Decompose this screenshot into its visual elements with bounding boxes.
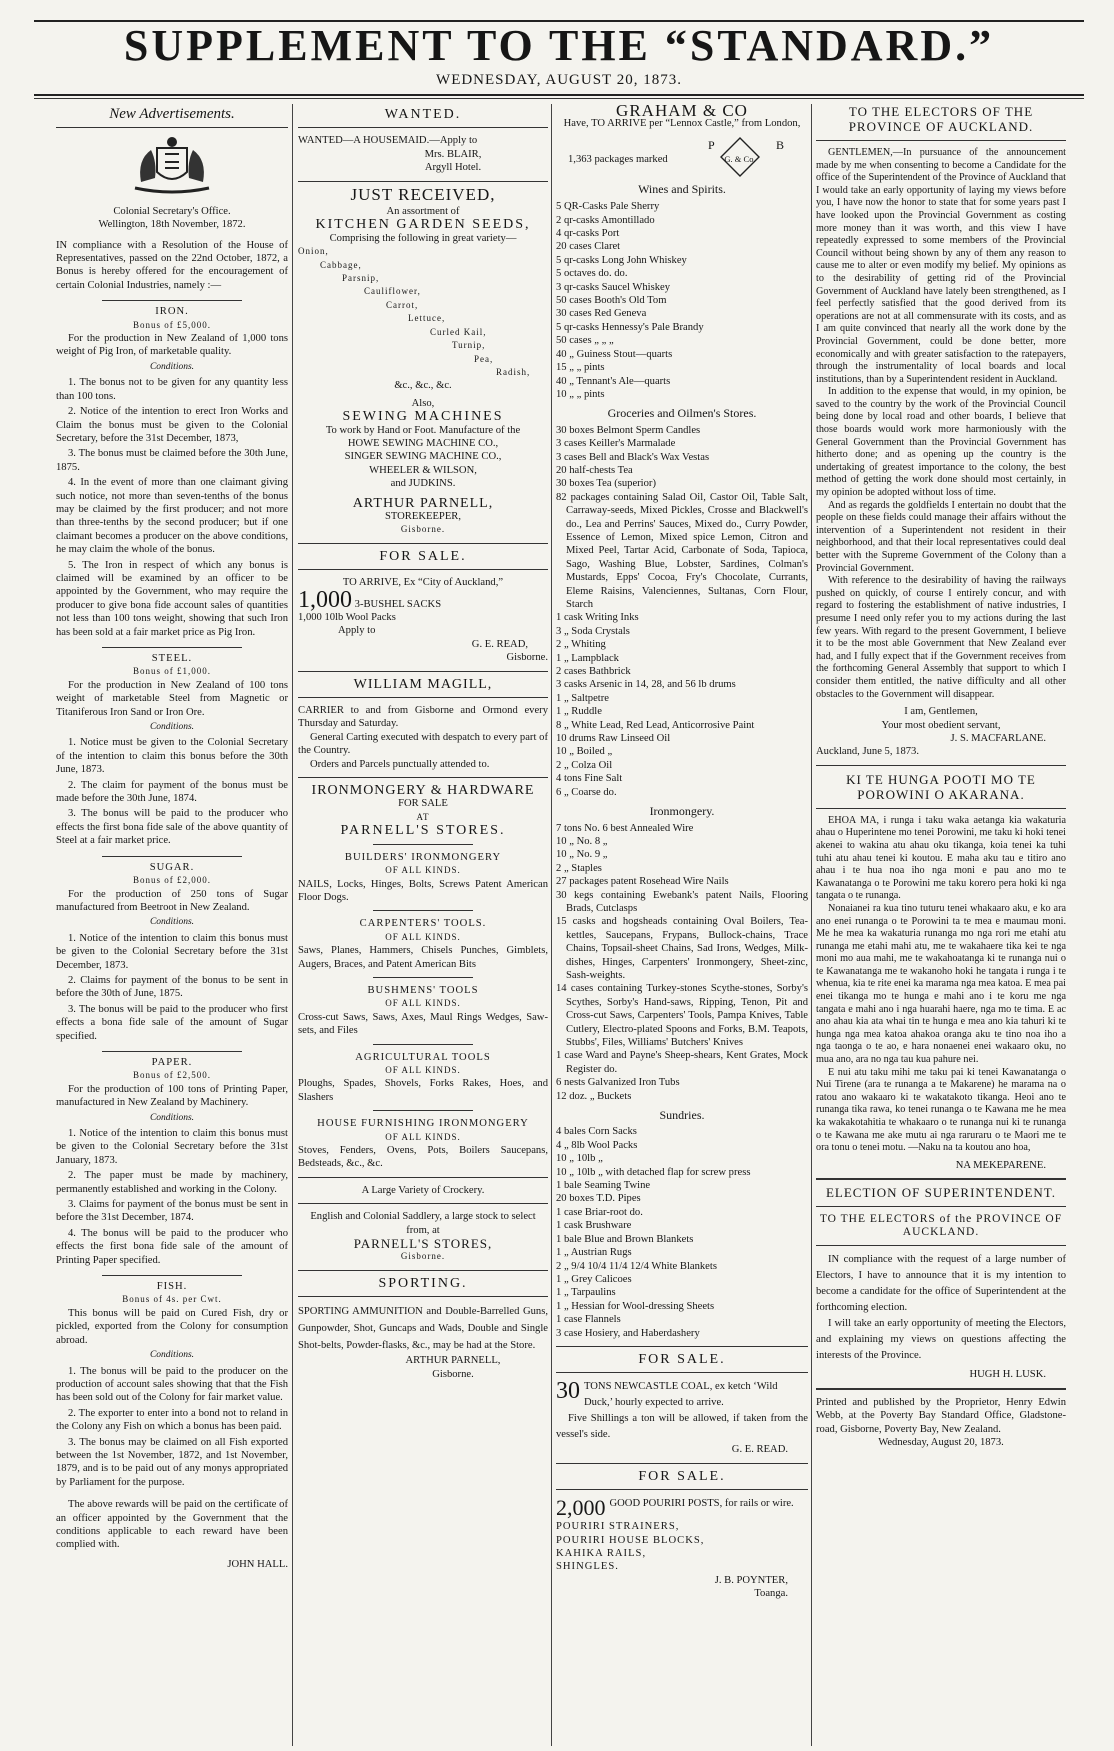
bonus-title: STEEL. <box>151 653 193 664</box>
intro-text: IN compliance with a Resolution of the House of Representatives, passed on the 22nd October, 1872, a Bonus is hereby offered for the encouragement of certain Colonial Industries, namely :— <box>56 239 288 291</box>
list-item: 3 cases Bell and Black's Wax Vestas <box>556 451 710 463</box>
group-rule <box>373 977 473 978</box>
maori-title: KI TE HUNGA POOTI MO TE POROWINI O AKARANA. <box>846 771 1036 802</box>
list-item: 5 QR-Casks Pale Sherry <box>556 201 660 213</box>
condition-item: 1. Notice of the intention to claim this bonus must be given to the Colonial Secretary before the 31st January, 1873. <box>56 1128 288 1166</box>
mark-right: B <box>776 137 785 152</box>
letter-paragraph: EHOA MA, i runga i taku waka aetanga kia wakaturia ahau o Huperintene mo tenei Porowini, me taku ki hoki tenei akenei to wakina atu ahau oku tikanga, koia tenei ka tuhi tuhi atu ahau tenei ki koutou. E maha aku tau e titiro ano ahau i te hua noa iho nga moni e pau ano mo te Kawanatanga o te Porowini me taku korero pera hoki ki nga tangata o te runanga. <box>816 814 1066 902</box>
grocery-title: Groceries and Oilmen's Stores. <box>607 406 757 421</box>
header-rule-thin <box>34 98 1084 99</box>
bonus-sections <box>56 300 288 1489</box>
posts-item: POURIRI STRAINERS, <box>556 1521 680 1533</box>
list-item: 27 packages patent Rosehead Wire Nails <box>556 876 729 888</box>
iron-list <box>556 822 808 1104</box>
letter-paragraph: GENTLEMEN,—In pursuance of the announcement made by me when consenting to become a Candidate for the office of the Superintendent of the Province of Auckland that I would take an early opportunity of laying my views before you, I have now the honor to state that for some years past I have looked upon the Provincial Government as costing more money than it was worth, and this view I have repeatedly expressed to some members of the Provincial Council without being shown by any of them any reason to cause me to alter or even modify my belief. My opinions as to the desirability of getting rid of the Provincial Government of Auckland have lately been strengthened, as I feel perfectly satisfied that the good derived from its operations are not at all commensurate with its costs, and as I am quite convinced that nearly all the work done by the Provincial Government, could be done better, more economically and with greater satisfaction to the ratepayers, through the instrumentality of local boards and local institutions, than by a Superintendent resident in Auckland. <box>816 147 1066 385</box>
list-item: 12 doz. „ Buckets <box>556 1090 632 1102</box>
coal-title: FOR SALE. <box>638 1351 726 1367</box>
imprint-date: Wednesday, August 20, 1873. <box>878 1437 1004 1449</box>
section-rule <box>102 1275 241 1276</box>
list-item: 50 cases „ „ „ <box>556 335 614 347</box>
bonus-title: PAPER. <box>151 1056 193 1068</box>
forsale-item: 3-BUSHEL SACKS <box>354 598 442 610</box>
hardware-at: AT <box>416 811 430 822</box>
column-divider <box>811 104 812 1746</box>
merchant-name: ARTHUR PARNELL, <box>352 495 494 511</box>
posts-item: SHINGLES. <box>556 1561 619 1573</box>
packages-label: 1,363 packages marked <box>568 153 668 165</box>
list-item: 40 „ Guiness Stout—quarts <box>556 348 673 360</box>
list-item: 4 bales Corn Sacks <box>556 1126 637 1138</box>
makers-list <box>298 437 548 491</box>
group-kinds: OF ALL KINDS. <box>385 1064 461 1075</box>
group-text: Stoves, Fenders, Ovens, Pots, Boilers Saucepans, Bedsteads, &c., &c. <box>298 1145 548 1170</box>
seed-item: Turnip, <box>452 340 486 351</box>
electors-title: TO THE ELECTORS OF THE PROVINCE OF AUCKLAND. <box>848 104 1034 134</box>
letter-paragraph: IN compliance with the request of a large number of Electors, I have to announce that it is my intention to become a candidate for the office of Superintendent at the forthcoming election. <box>816 1254 1066 1314</box>
bonus-title: SUGAR. <box>149 861 195 873</box>
list-item: 10 „ No. 9 „ <box>556 849 608 861</box>
closing-2: Your most obedient servant, <box>881 719 1001 731</box>
section-rule <box>102 647 241 648</box>
sundries-title: Sundries. <box>659 1108 705 1123</box>
bonus-desc: For the production in New Zealand of 1,000 tons weight of Pig Iron, of marketable quality. <box>56 333 288 358</box>
group-name: AGRICULTURAL TOOLS <box>355 1051 491 1063</box>
condition-item: 4. In the event of more than one claimant giving such notice, not more than seven-tenths of the bonus may be claimed by the first producer; and not more than three-tenths by the second producer; but if one claimant becomes a producer on the above conditions, he may claim the whole of the bonus. <box>56 477 288 556</box>
bonus-desc: For the production of 100 tons of Printing Paper, manufactured in New Zealand by Machinery. <box>56 1083 288 1109</box>
bonus-title: FISH. <box>156 1281 188 1293</box>
list-item: 15 „ „ pints <box>556 362 605 374</box>
seeds-also: Also, <box>411 397 435 409</box>
posts-title: FOR SALE. <box>638 1468 726 1484</box>
list-item: 1 „ Hessian for Wool-dressing Sheets <box>556 1300 715 1312</box>
list-item: 5 qr-casks Hennessy's Pale Brandy <box>556 321 704 333</box>
seed-item: Radish, <box>496 366 531 377</box>
iron-title: Ironmongery. <box>649 804 715 819</box>
masthead-title: SUPPLEMENT TO THE “STANDARD.” <box>34 20 1084 70</box>
bonus-amount: Bonus of 4s. per Cwt. <box>122 1294 222 1305</box>
list-item: 82 packages containing Salad Oil, Castor Oil, Table Salt, Carraway-seeds, Mixed Pickles, Crosse and Blackwell's do., Lea and Perrins' Sauces, Mixed do., Curry Powder, Essence of Lemon, Mixed spice Lemon, Citron and Mixed Peel, Tartar Acid, Carbonate of Soda, Tapioca, Sago, Washing Blue, Lobster, Sardines, Colman's Mustards, Epps' Cocoa, Fry's Chocolate, Currants, Eleme Raisins, Valenciennes, Sultanas, Corn Flour, Starch <box>556 491 808 610</box>
list-item: 2 „ Staples <box>556 862 602 874</box>
wines-title: Wines and Spirits. <box>638 181 726 196</box>
condition-item: 3. The bonus will be paid to the producer who first effects a bona fide sale of the amount of Sugar specified. <box>56 1003 288 1042</box>
hardware-forsale: FOR SALE <box>398 798 448 810</box>
group-kinds: OF ALL KINDS. <box>385 865 461 876</box>
list-item: 10 „ 10lb „ <box>556 1153 603 1165</box>
coal-name: G. E. READ. <box>731 1444 788 1456</box>
sewing-desc: To work by Hand or Foot. Manufacture of the <box>325 424 521 436</box>
group-kinds: OF ALL KINDS. <box>385 931 461 942</box>
section-rule <box>102 1051 241 1052</box>
group-text: Saws, Planes, Hammers, Chisels Punches, Gimblets, Augers, Braces, and Patent American Bits <box>298 945 548 970</box>
list-item: 30 kegs containing Ewebank's patent Nails, Flooring Brads, Cutclasps <box>556 889 808 914</box>
group-text: Ploughs, Spades, Shovels, Forks Rakes, Hoes, and Slashers <box>298 1078 548 1103</box>
seed-item: Parsnip, <box>342 273 380 284</box>
list-item: 1 case Flannels <box>556 1314 621 1326</box>
group-rule <box>373 910 473 911</box>
letter-paragraph: And as regards the goldfields I entertain no doubt that the people on these fields could manage their affairs without the intervention of a Superintendent not resident in their neighborhood, and that their local representatives could deal better with the Supreme Government of the Colony than a Provincial Government. <box>816 499 1066 574</box>
list-item: 1 bale Seaming Twine <box>556 1180 651 1192</box>
condition-item: 1. Notice must be given to the Colonial Secretary of the intention to claim this bonus before the 30th June, 1873. <box>56 737 288 776</box>
list-item: 2 „ Whiting <box>556 639 606 651</box>
list-item: 1 „ Grey Calicoes <box>556 1273 632 1285</box>
maori-signer: NA MEKEPARENE. <box>955 1159 1046 1171</box>
bonus-amount: Bonus of £5,000. <box>132 319 211 330</box>
group-rule <box>373 1110 473 1111</box>
list-item: 20 cases Claret <box>556 241 621 253</box>
sporting-town: Gisborne. <box>432 1368 474 1380</box>
list-item: 1 „ Ruddle <box>556 706 602 718</box>
list-item: 4 qr-casks Port <box>556 228 620 240</box>
section-rule <box>102 300 241 301</box>
condition-item: 4. The bonus will be paid to the producer who effects the first bona fide sale of the amount of Printing Paper specified. <box>56 1227 288 1266</box>
condition-item: 5. The Iron in respect of which any bonus is claimed will be examined by an officer to be appointed by the Government, who may require the producer to give bona fide account sales of quantities not less than 100 tons weight, showing that such Iron has been sold at a fair market price as Pig Iron. <box>56 559 288 638</box>
conditions-label: Conditions. <box>149 361 195 372</box>
group-text: NAILS, Locks, Hinges, Bolts, Screws Patent American Floor Dogs. <box>298 878 548 903</box>
conditions-label: Conditions. <box>149 1112 195 1123</box>
wanted-title: WANTED. <box>384 107 462 122</box>
conditions-label: Conditions. <box>149 722 195 733</box>
letter-paragraph: In addition to the expense that would, in my opinion, be saved to the country by the work of the Provincial Council being done by local road and other boards, I believe that those boards would work more harmoniously with the General Government than the Provincial Government has hitherto done; and as opening up the country is the undertaking of greatest importance to the colony, the best method of getting the work done should most certainly, in my opinion be adopted without loss of time. <box>816 386 1066 499</box>
list-item: 14 cases containing Turkey-stones Scythe-stones, Sorby's Scythes, Sorby's Hand-saws, Ripping, Tenon, Pit and Cross-cut Saws, Carpenters' Tools, Pampa Knives, Table Cutlery, Electro-plated Spoons and Forks, B.M. Teapots, Stubbs', Files, Williams' Butchers' Knives <box>556 983 808 1048</box>
magill-title: WILLIAM MAGILL, <box>353 676 493 692</box>
condition-item: 1. The bonus will be paid to the producer on the production of account sales showing that that the Fish has been sold out of the Colony for fair market value. <box>56 1365 288 1404</box>
list-item: 30 cases Red Geneva <box>556 308 647 320</box>
posts-list <box>556 1520 808 1574</box>
merchant-town: Gisborne. <box>400 524 446 535</box>
coat-of-arms-icon <box>56 134 288 200</box>
list-item: 10 „ No. 8 „ <box>556 835 608 847</box>
seed-list <box>298 245 548 379</box>
list-item: 30 boxes Belmont Sperm Candles <box>556 424 701 436</box>
list-item: 3 qr-casks Saucel Whiskey <box>556 281 671 293</box>
seed-item: Lettuce, <box>408 313 446 324</box>
condition-item: 1. The bonus not to be given for any quantity less than 100 tons. <box>56 377 288 402</box>
posts-town: Toanga. <box>754 1588 788 1600</box>
magill-text: CARRIER to and from Gisborne and Ormond every Thursday and Saturday. <box>298 705 548 730</box>
hardware-crockery: A Large Variety of Crockery. <box>361 1184 485 1196</box>
letter-paragraph: Nonaianei ra kua tino tuturu tenei whakaaro aku, e ko ara ano enei runanga o te Porowini ta te mea e maumau moni. Me he mea ka wakaturia runanga mo nga rori me etahi atu runanga me etahi mahi atu, me te wakahaere tika kei te nga moni mo aua mahi, me te wakahoatanga ki te runanga nui o te Kawanatanga me te wakanoho hoki he tangata i runga i te whenua, kia te rite enei ka marama nga mea katoa. E mea pai enei tikanga mo te hunga e mahi ano i te koru me nga tangata e mahi ano i nga huarahi haere, nga mo te tima. E ac ano ahau kia ata whai tin te hunga e mea ano kia tahuri ki te hunga nga mea katoa ahakoa oranga aku te tino noa iho a nga taonga o te ao, e hara nonaenei enei wakaaro oku, no mua ano, ara no nga tau kua pahure nei. <box>816 902 1066 1066</box>
forsale-title: FOR SALE. <box>379 548 467 564</box>
forsale-apply: Apply to <box>338 625 376 637</box>
posts-qty: 2,000 <box>556 1495 606 1521</box>
lusk-signer: HUGH H. LUSK. <box>969 1369 1046 1381</box>
lusk-title: TO THE ELECTORS of the PROVINCE OF AUCKLAND. <box>819 1212 1063 1238</box>
condition-item: 3. The bonus may be claimed on all Fish exported between the 1st November, 1872, and 1st November, 1879, and is to be paid out of any monys appropriated by Parliament for the purpose. <box>56 1436 288 1488</box>
shipping-mark <box>556 131 808 179</box>
hardware-groups <box>298 844 548 1171</box>
closing-text: The above rewards will be paid on the certificate of an officer appointed by the Government that the conditions applicable to each reward have been complied with. <box>56 1499 288 1551</box>
condition-item: 2. The paper must be made by machinery, permanently established and working in the Colony. <box>56 1170 288 1195</box>
list-item: 5 octaves do. do. <box>556 268 628 280</box>
bonus-title: IRON. <box>155 306 189 318</box>
firm-arrive: Have, TO ARRIVE per “Lennox Castle,” from London, <box>563 118 801 130</box>
bonus-desc: This bonus will be paid on Cured Fish, dry or pickled, exported from the Colony for consumption abroad. <box>56 1307 288 1346</box>
bonus-amount: Bonus of £1,000. <box>132 666 211 677</box>
list-item: 10 „ Boiled „ <box>556 746 613 758</box>
group-name: BUILDERS' IRONMONGERY <box>344 851 502 863</box>
seed-item: Cauliflower, <box>364 286 421 297</box>
signer: J. S. MACFARLANE. <box>950 732 1046 744</box>
condition-item: 2. The exporter to enter into a bond not to reland in the Colony any Fish on which a bonus has been paid. <box>56 1407 288 1433</box>
list-item: 10 drums Raw Linseed Oil <box>556 733 671 745</box>
wanted-text: WANTED—A HOUSEMAID.—Apply to <box>298 135 478 147</box>
seed-item: Pea, <box>474 353 494 364</box>
list-item: 10 „ 10lb „ with detached flap for screw press <box>556 1166 751 1178</box>
seeds-title: JUST RECEIVED, <box>350 184 496 204</box>
condition-item: 1. Notice of the intention to claim this bonus must be given to the Colonial Secretary before the 31st December, 1873. <box>56 932 288 971</box>
list-item: 7 tons No. 6 best Annealed Wire <box>556 822 694 834</box>
list-item: 8 „ White Lead, Red Lead, Anticorrosive Paint <box>556 719 755 731</box>
wanted-place: Argyll Hotel. <box>424 162 482 174</box>
signature: JOHN HALL. <box>227 1558 288 1570</box>
list-item: 3 case Hosiery, and Haberdashery <box>556 1327 700 1339</box>
list-item: 30 boxes Tea (superior) <box>556 478 656 490</box>
list-item: 1 „ Tarpaulins <box>556 1287 616 1299</box>
list-item: 50 cases Booth's Old Tom <box>556 295 667 307</box>
column-divider <box>551 104 552 1746</box>
masthead-date: WEDNESDAY, AUGUST 20, 1873. <box>436 72 682 88</box>
list-item: 1 case Briar-root do. <box>556 1206 643 1218</box>
forsale-town: Gisborne. <box>506 652 548 664</box>
list-item: 20 half-chests Tea <box>556 464 633 476</box>
sporting-text: SPORTING AMMUNITION and Double-Barrelled Guns, Gunpowder, Shot, Guncaps and Wads, Double and Single Shot-belts, Powder-flasks, &c., may be had at the Store. <box>298 1306 548 1352</box>
seed-item: Curled Kail, <box>430 326 487 337</box>
grocery-list <box>556 424 808 799</box>
list-item: 4 tons Fine Salt <box>556 773 623 785</box>
bonus-amount: Bonus of £2,000. <box>132 875 211 886</box>
header-rule <box>34 94 1084 96</box>
hardware-store2: PARNELL'S STORES, <box>353 1236 493 1252</box>
group-name: BUSHMENS' TOOLS <box>367 984 479 996</box>
list-item: 2 „ 9/4 10/4 11/4 12/4 White Blankets <box>556 1260 717 1272</box>
condition-item: 2. Claims for payment of the bonus to be sent in before the 30th of June, 1875. <box>56 974 288 1000</box>
maker-item: and JUDKINS. <box>390 478 456 490</box>
condition-item: 3. The bonus must be claimed before the 30th June, 1875. <box>56 448 288 473</box>
posts-name: J. B. POYNTER, <box>714 1574 788 1586</box>
seed-item: Carrot, <box>386 299 419 310</box>
mark-top: P <box>708 137 715 152</box>
firm-name: GRAHAM & CO <box>616 104 748 120</box>
seeds-comprising: Comprising the following in great variety— <box>329 232 517 244</box>
seeds-etc: &c., &c., &c. <box>394 380 452 392</box>
sporting-title: SPORTING. <box>378 1275 468 1291</box>
forsale-name: G. E. READ, <box>471 638 528 650</box>
list-item: 4 „ 8lb Wool Packs <box>556 1139 638 1151</box>
mark-center: G. & Co. <box>724 153 756 164</box>
group-rule <box>373 844 473 845</box>
list-item: 10 „ „ pints <box>556 388 605 400</box>
seed-item: Onion, <box>298 246 329 257</box>
magill-line2: General Carting executed with despatch to every part of the Country. <box>298 731 548 757</box>
group-name: HOUSE FURNISHING IRONMONGERY <box>317 1118 529 1130</box>
condition-item: 3. The bonus will be paid to the producer who effects the first bona fide sale of the above quantity of Steel at a fair market price. <box>56 808 288 847</box>
column-divider <box>292 104 293 1746</box>
list-item: 2 „ Colza Oil <box>556 759 613 771</box>
sundries-list <box>556 1125 808 1340</box>
wines-list <box>556 200 808 401</box>
hardware-title: IRONMONGERY & HARDWARE <box>311 783 535 799</box>
hardware-town: Gisborne. <box>400 1251 446 1262</box>
forsale-line2: 1,000 10lb Wool Packs <box>298 612 396 623</box>
place-date: Wellington, 18th November, 1872. <box>98 219 246 231</box>
forsale-qty: 1,000 <box>298 586 352 613</box>
column-electors <box>816 104 1066 1744</box>
electors-letter <box>816 147 1066 701</box>
coal-qty: 30 <box>556 1378 580 1405</box>
coal-line2: Five Shillings a ton will be allowed, if taken from the vessel's side. <box>556 1413 808 1441</box>
seeds-name: KITCHEN GARDEN SEEDS, <box>315 217 531 233</box>
list-item: 1 bale Blue and Brown Blankets <box>556 1233 694 1245</box>
list-item: 2 cases Bathbrick <box>556 666 631 678</box>
list-item: 3 „ Soda Crystals <box>556 625 630 637</box>
list-item: 1 case Ward and Payne's Sheep-shears, Kent Grates, Mock Register do. <box>556 1050 808 1075</box>
bonus-desc: For the production of 250 tons of Sugar manufactured from Beetroot in New Zealand. <box>56 888 288 913</box>
list-item: 1 „ Austrian Rugs <box>556 1247 632 1259</box>
sporting-name: ARTHUR PARNELL, <box>405 1355 501 1367</box>
group-kinds: OF ALL KINDS. <box>385 1131 461 1142</box>
posts-item: KAHIKA RAILS, <box>556 1547 647 1559</box>
bonus-desc: For the production in New Zealand of 100 tons weight of marketable Steel from Magnetic or Titaniferous Iron Sand or Iron Ore. <box>56 679 288 718</box>
maker-item: SINGER SEWING MACHINE CO., <box>344 451 502 463</box>
section-rule <box>102 856 241 857</box>
letter-paragraph: E nui atu taku mihi me taku pai ki tenei Kawanatanga o Nui Tirene (ara te runanga a te Makarene) he marama na o ratou ano wakaaro ki te wakatakoto tikanga. Heoi ano te runanga tika rawa, ko tenei runanga o te Kawana me he mea ka wakakotahitia te whakaaro o te runanga nui ki te runanga o te Kawana me ake mutu ai nga raruraru o te Maori me te ora tonu o tenei motu. —Naku na ta koutou ano hoa, <box>816 1066 1066 1154</box>
merchant-role: STOREKEEPER, <box>384 510 462 522</box>
forsale-arrive: TO ARRIVE, Ex “City of Auckland,” <box>342 577 504 589</box>
group-rule <box>373 1044 473 1045</box>
list-item: 1 „ Lampblack <box>556 652 619 664</box>
list-item: 15 casks and hogsheads containing Oval Boilers, Tea-kettles, Saucepans, Frypans, Bullock-chains, Trace Chains, Topsail-sheet Chains, Sad Irons, Wedges, Milk-dishes, Hinges, Carpenters' Ironmongery, Sheet-zinc, Sash-weights. <box>556 916 808 981</box>
list-item: 20 boxes T.D. Pipes <box>556 1193 641 1205</box>
list-item: 6 nests Galvanized Iron Tubs <box>556 1077 680 1089</box>
election-title: ELECTION OF SUPERINTENDENT. <box>825 1185 1057 1201</box>
conditions-label: Conditions. <box>149 917 195 928</box>
wanted-name: Mrs. BLAIR, <box>424 148 482 160</box>
list-item: 3 casks Arsenic in 14, 28, and 56 lb drums <box>556 679 736 691</box>
letter-paragraph: I will take an early opportunity of meeting the Electors, and explaining my views on questions affecting the interests of the Province. <box>816 1318 1066 1362</box>
seeds-sub: An assortment of <box>386 206 460 218</box>
group-name: CARPENTERS' TOOLS. <box>359 918 487 930</box>
column-local-ads <box>298 104 548 1744</box>
maori-letter <box>816 815 1066 1155</box>
section-header: New Advertisements. <box>109 106 235 122</box>
list-item: 5 qr-casks Long John Whiskey <box>556 254 687 266</box>
list-item: 3 cases Keiller's Marmalade <box>556 438 676 450</box>
magill-line3: Orders and Parcels punctually attended to. <box>310 758 490 770</box>
list-item: 6 „ Coarse do. <box>556 786 617 798</box>
column-bonus-advertisement <box>56 104 288 1744</box>
coal-text: TONS NEWCASTLE COAL, ex ketch ‘Wild Duck,’ hourly expected to arrive. <box>584 1381 778 1409</box>
list-item: 1 „ Saltpetre <box>556 692 609 704</box>
condition-item: 2. The claim for payment of the bonus must be made before the 30th June, 1874. <box>56 779 288 805</box>
office-name: Colonial Secretary's Office. <box>113 205 231 217</box>
column-graham-stock <box>556 104 808 1744</box>
bonus-amount: Bonus of £2,500. <box>132 1070 211 1081</box>
seed-item: Cabbage, <box>320 259 362 270</box>
group-kinds: OF ALL KINDS. <box>385 998 461 1009</box>
group-text: Cross-cut Saws, Saws, Axes, Maul Rings Wedges, Saw-sets, and Files <box>298 1011 548 1037</box>
closing-1: I am, Gentlemen, <box>904 706 978 718</box>
lusk-letter <box>816 1252 1066 1364</box>
posts-item: POURIRI HOUSE BLOCKS, <box>556 1534 705 1546</box>
condition-item: 3. Claims for payment of the bonus must be sent in before the 31st December, 1874. <box>56 1199 288 1224</box>
conditions-label: Conditions. <box>149 1350 195 1361</box>
list-item: 1 cask Writing Inks <box>556 612 639 624</box>
imprint: Printed and published by the Proprietor, Henry Edwin Webb, at the Poverty Bay Standard Office, Gladstone-road, Gisborne, Poverty Bay, New Zealand. <box>816 1396 1066 1435</box>
sewing-machines: SEWING MACHINES <box>342 409 504 425</box>
list-item: 40 „ Tennant's Ale—quarts <box>556 375 671 387</box>
posts-text: GOOD POURIRI POSTS, for rails or wire. <box>609 1498 794 1510</box>
hardware-store: PARNELL'S STORES. <box>340 823 506 839</box>
list-item: 1 cask Brushware <box>556 1220 632 1232</box>
hardware-saddlery: English and Colonial Saddlery, a large stock to select from, at <box>310 1211 536 1236</box>
letter-paragraph: With reference to the desirability of having the railways pushed on quickly, of course I entirely concur, and with regard to fostering the establishment of native industries, I presume I need only refer you to my actions during the last few years. With regard to the present Government, I believe it to be the most able Government that New Zealand ever had, and I fully expect that if the Government receives from the forthcoming General Assembly that support to which I consider them entitled, the native difficulty and all other obstacles to the Government will disappear. <box>816 575 1066 700</box>
letter-place-date: Auckland, June 5, 1873. <box>816 746 919 758</box>
condition-item: 2. Notice of the intention to erect Iron Works and Claim the bonus must be given to the Colonial Secretary, before the 31st December, 1873, <box>56 406 288 444</box>
list-item: 2 qr-casks Amontillado <box>556 214 655 226</box>
maker-item: WHEELER & WILSON, <box>369 464 477 476</box>
maker-item: HOWE SEWING MACHINE CO., <box>347 437 499 449</box>
